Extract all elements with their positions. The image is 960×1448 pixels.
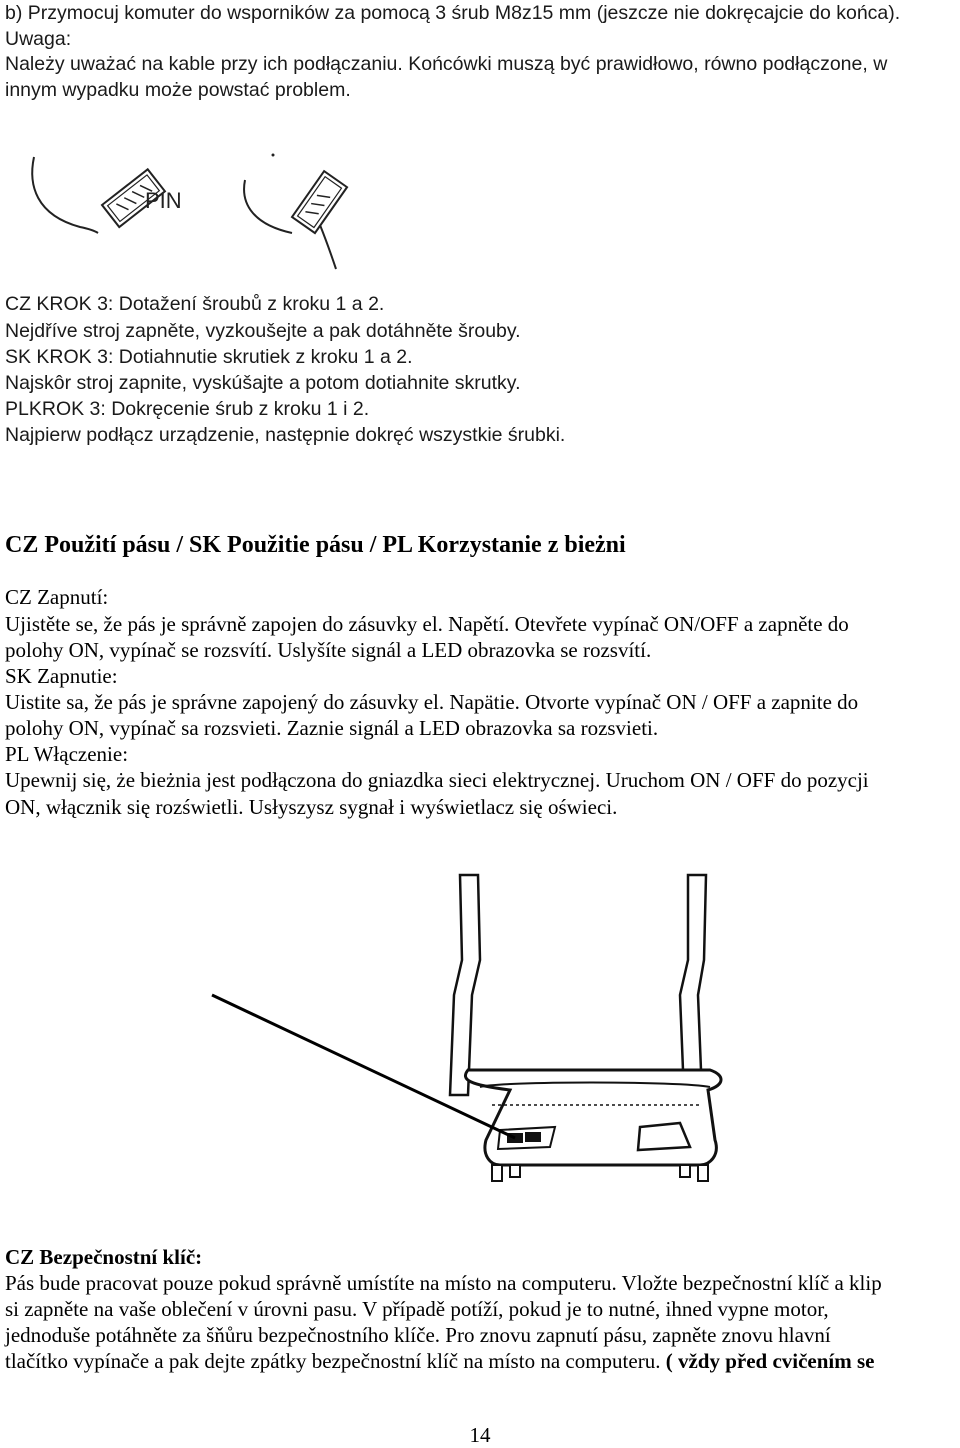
usage-cz-line-1: Ujistěte se, že pás je správně zapojen do zásuvky el. Napětí. Otevřete vypínač ON/OFF a zapněte do	[5, 612, 849, 636]
usage-cz-title: CZ Zapnutí:	[5, 585, 109, 609]
step3-line-4: Najskôr stroj zapnite, vyskúšajte a potom dotiahnite skrutky.	[5, 372, 521, 394]
safety-line-4	[5, 1349, 875, 1374]
safety-line-4-normal: tlačítko vypínače a pak dejte zpátky bezpečnostní klíč na místo na computeru.	[5, 1349, 666, 1373]
step3-line-5: PLKROK 3: Dokręcenie śrub z kroku 1 i 2.	[5, 398, 370, 420]
safety-heading: CZ Bezpečnostní klíč:	[5, 1245, 203, 1269]
usage-pl-line-1: Upewnij się, że bieżnia jest podłączona do gniazdka sieci elektrycznej. Uruchom ON / OFF do pozycji	[5, 768, 869, 792]
usage-cz-line-2: polohy ON, vypínač se rozsvítí. Uslyšíte signál a LED obrazovka se rozsvítí.	[5, 638, 652, 662]
right-connector	[292, 171, 347, 233]
treadmill-figure	[210, 865, 750, 1185]
usage-pl-title: PL Włączenie:	[5, 742, 129, 766]
power-switch	[498, 1127, 555, 1149]
section-heading: CZ Použití pásu / SK Použitie pásu / PL Korzystanie z bieżni	[5, 532, 626, 558]
safety-line-1: Pás bude pracovat pouze pokud správně umístíte na místo na computeru. Vložte bezpečnostní klíč a klip	[5, 1271, 882, 1295]
treadmill-feet	[492, 1165, 708, 1181]
intro-line-2: Uwaga:	[5, 28, 72, 50]
step3-line-1: CZ KROK 3: Dotažení šroubů z kroku 1 a 2.	[5, 293, 385, 315]
side-cover	[638, 1123, 690, 1150]
right-connector-lead	[320, 225, 336, 269]
step3-line-6: Najpierw podłącz urządzenie, następnie dokręć wszystkie śrubki.	[5, 424, 566, 446]
intro-line-4: innym wypadku może powstać problem.	[5, 79, 351, 101]
safety-line-4-bold: ( vždy před cvičením se	[665, 1349, 875, 1373]
connector-figure	[20, 145, 380, 275]
usage-sk-line-2: polohy ON, vypínač sa rozsvieti. Zaznie signál a LED obrazovka sa rozsvieti.	[5, 716, 659, 740]
pin-label: PIN	[145, 188, 182, 213]
step3-line-2: Nejdříve stroj zapněte, vyzkoušejte a pak dotáhněte šrouby.	[5, 320, 521, 342]
right-upright	[680, 875, 706, 1095]
usage-sk-title: SK Zapnutie:	[5, 664, 118, 688]
safety-line-3: jednoduše potáhněte za šňůru bezpečnostního klíče. Pro znovu zapnutí pásu, zapněte znovu hlavní	[5, 1323, 831, 1347]
safety-line-2: si zapněte na vaše oblečení v úrovni pasu. V případě potíží, pokud je to nutné, ihned vypne motor,	[5, 1297, 829, 1321]
usage-pl-line-2: ON, włącznik się rozświetli. Usłyszysz sygnał i wyświetlacz się oświeci.	[5, 795, 618, 819]
left-upright	[450, 875, 480, 1095]
usage-sk-line-1: Uistite sa, že pás je správne zapojený do zásuvky el. Napätie. Otvorte vypínač ON / OFF a zapnite do	[5, 690, 859, 714]
step3-line-3: SK KROK 3: Dotiahnutie skrutiek z kroku 1 a 2.	[5, 346, 413, 368]
left-cable	[32, 157, 98, 233]
intro-line-1: b) Przymocuj komuter do wsporników za pomocą 3 śrub M8z15 mm (jeszcze nie dokręcajcie do końca).	[5, 2, 901, 24]
intro-line-3: Należy uważać na kable przy ich podłączaniu. Końcówki muszą być prawidłowo, równo podłączone, w	[5, 53, 888, 75]
right-cable	[244, 180, 292, 233]
page-number: 14	[469, 1423, 491, 1447]
